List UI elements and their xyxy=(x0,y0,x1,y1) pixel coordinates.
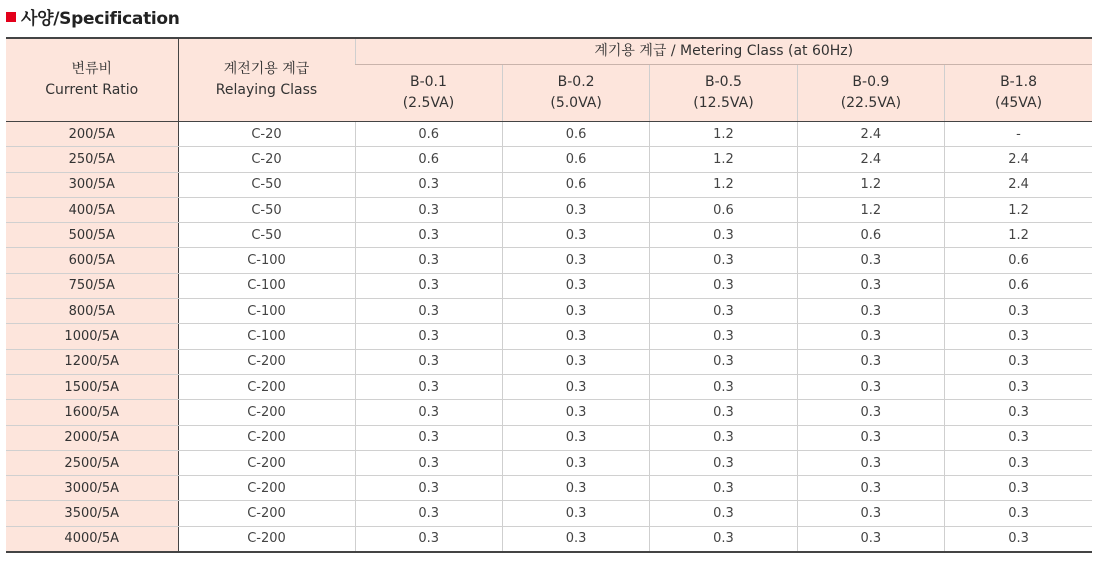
metering-value-cell: 0.3 xyxy=(945,526,1092,552)
current-ratio-cell: 300/5A xyxy=(6,172,178,197)
metering-value-cell: 0.6 xyxy=(945,273,1092,298)
metering-value-cell: 1.2 xyxy=(945,223,1092,248)
table-row xyxy=(6,122,1092,147)
relaying-class-cell: C-200 xyxy=(178,450,355,475)
metering-value-cell: 0.3 xyxy=(797,374,944,399)
metering-value-cell: 0.3 xyxy=(355,476,502,501)
metering-column-name: B-0.2 xyxy=(557,74,595,90)
metering-value-cell: 0.3 xyxy=(355,197,502,222)
metering-value-cell: 0.3 xyxy=(650,299,797,324)
metering-value-cell: 0.3 xyxy=(502,273,649,298)
metering-column-burden: (45VA) xyxy=(995,95,1043,111)
relaying-class-cell: C-50 xyxy=(178,223,355,248)
metering-value-cell: 0.3 xyxy=(650,425,797,450)
section-title xyxy=(6,4,180,28)
current-ratio-header xyxy=(6,38,178,122)
metering-value-cell: 2.4 xyxy=(797,147,944,172)
relaying-class-cell: C-20 xyxy=(178,122,355,147)
metering-value-cell: 0.3 xyxy=(945,299,1092,324)
current-ratio-cell: 250/5A xyxy=(6,147,178,172)
current-ratio-cell: 750/5A xyxy=(6,273,178,298)
metering-value-cell: 0.3 xyxy=(502,374,649,399)
table-header xyxy=(6,38,1092,122)
current-ratio-cell: 3500/5A xyxy=(6,501,178,526)
relaying-class-cell: C-100 xyxy=(178,324,355,349)
relaying-class-cell: C-100 xyxy=(178,248,355,273)
metering-value-cell: 0.3 xyxy=(797,324,944,349)
metering-value-cell: 1.2 xyxy=(650,172,797,197)
metering-value-cell: 1.2 xyxy=(797,172,944,197)
metering-value-cell: 0.3 xyxy=(797,450,944,475)
relaying-class-cell: C-200 xyxy=(178,374,355,399)
table-row xyxy=(6,324,1092,349)
table-row xyxy=(6,476,1092,501)
metering-value-cell: 0.3 xyxy=(650,324,797,349)
metering-value-cell: 0.3 xyxy=(650,223,797,248)
metering-column-header xyxy=(355,65,502,122)
table-row xyxy=(6,400,1092,425)
table-row xyxy=(6,501,1092,526)
metering-value-cell: 0.3 xyxy=(650,349,797,374)
metering-value-cell: 1.2 xyxy=(797,197,944,222)
metering-value-cell: 0.3 xyxy=(797,349,944,374)
metering-column-name: B-0.5 xyxy=(705,74,742,90)
current-ratio-cell: 200/5A xyxy=(6,122,178,147)
metering-column-name: B-1.8 xyxy=(1000,74,1037,90)
metering-column-name: B-0.9 xyxy=(852,74,890,90)
metering-value-cell: 0.3 xyxy=(502,501,649,526)
relaying-class-cell: C-100 xyxy=(178,273,355,298)
metering-value-cell: 0.3 xyxy=(502,197,649,222)
metering-column-burden: (2.5VA) xyxy=(402,95,455,111)
metering-value-cell: - xyxy=(945,122,1092,147)
metering-value-cell: 0.3 xyxy=(650,273,797,298)
metering-value-cell: 0.3 xyxy=(502,299,649,324)
current-ratio-cell: 2500/5A xyxy=(6,450,178,475)
metering-column-burden: (22.5VA) xyxy=(840,95,902,111)
metering-value-cell: 0.3 xyxy=(355,273,502,298)
metering-value-cell: 2.4 xyxy=(797,122,944,147)
metering-value-cell: 0.3 xyxy=(502,223,649,248)
metering-value-cell: 0.3 xyxy=(355,172,502,197)
metering-value-cell: 0.3 xyxy=(355,349,502,374)
metering-value-cell: 0.6 xyxy=(355,122,502,147)
metering-column-header xyxy=(502,65,649,122)
metering-value-cell: 0.3 xyxy=(355,501,502,526)
metering-value-cell: 0.3 xyxy=(355,400,502,425)
metering-value-cell: 0.3 xyxy=(650,501,797,526)
table-body xyxy=(6,122,1092,553)
relaying-class-cell: C-20 xyxy=(178,147,355,172)
metering-value-cell: 0.3 xyxy=(502,349,649,374)
metering-value-cell: 0.3 xyxy=(945,400,1092,425)
metering-value-cell: 0.3 xyxy=(650,526,797,552)
table-row xyxy=(6,425,1092,450)
relaying-class-cell: C-200 xyxy=(178,425,355,450)
metering-value-cell: 1.2 xyxy=(650,147,797,172)
current-ratio-cell: 1500/5A xyxy=(6,374,178,399)
metering-value-cell: 0.3 xyxy=(650,476,797,501)
metering-value-cell: 0.3 xyxy=(797,425,944,450)
metering-class-header: 계기용 계급 / Metering Class (at 60Hz) xyxy=(355,38,1092,65)
current-ratio-header-en: Current Ratio xyxy=(45,82,139,98)
square-bullet-icon xyxy=(6,12,16,22)
metering-value-cell: 0.3 xyxy=(502,476,649,501)
metering-column-header xyxy=(797,65,944,122)
metering-value-cell: 0.3 xyxy=(797,476,944,501)
metering-value-cell: 0.3 xyxy=(797,299,944,324)
metering-value-cell: 0.6 xyxy=(502,147,649,172)
metering-value-cell: 0.3 xyxy=(502,425,649,450)
metering-value-cell: 0.3 xyxy=(502,450,649,475)
metering-value-cell: 0.3 xyxy=(650,450,797,475)
relaying-class-cell: C-50 xyxy=(178,197,355,222)
relaying-class-header-ko: 계전기용 계급 xyxy=(223,61,310,77)
table-row xyxy=(6,197,1092,222)
metering-value-cell: 0.6 xyxy=(797,223,944,248)
metering-column-header xyxy=(650,65,797,122)
table-row xyxy=(6,248,1092,273)
section-title-text: 사양/Specification xyxy=(21,8,180,29)
metering-value-cell: 0.3 xyxy=(945,425,1092,450)
metering-column-burden: (5.0VA) xyxy=(550,95,602,111)
metering-value-cell: 0.6 xyxy=(502,172,649,197)
metering-value-cell: 0.3 xyxy=(945,476,1092,501)
metering-value-cell: 0.3 xyxy=(945,324,1092,349)
metering-value-cell: 0.3 xyxy=(355,526,502,552)
metering-value-cell: 0.3 xyxy=(502,400,649,425)
metering-value-cell: 0.3 xyxy=(797,248,944,273)
metering-value-cell: 0.3 xyxy=(355,223,502,248)
metering-value-cell: 0.3 xyxy=(797,501,944,526)
metering-value-cell: 0.3 xyxy=(945,501,1092,526)
metering-value-cell: 0.3 xyxy=(502,324,649,349)
metering-value-cell: 0.3 xyxy=(355,248,502,273)
table-row xyxy=(6,299,1092,324)
relaying-class-cell: C-100 xyxy=(178,299,355,324)
table-row xyxy=(6,450,1092,475)
current-ratio-cell: 600/5A xyxy=(6,248,178,273)
metering-value-cell: 0.3 xyxy=(502,526,649,552)
metering-value-cell: 0.3 xyxy=(650,374,797,399)
metering-value-cell: 0.3 xyxy=(797,273,944,298)
current-ratio-header-ko: 변류비 xyxy=(71,61,113,77)
relaying-class-cell: C-50 xyxy=(178,172,355,197)
table-row xyxy=(6,172,1092,197)
metering-value-cell: 0.6 xyxy=(355,147,502,172)
table-row xyxy=(6,374,1092,399)
metering-value-cell: 0.3 xyxy=(650,248,797,273)
metering-value-cell: 0.6 xyxy=(650,197,797,222)
table-row xyxy=(6,273,1092,298)
specification-table xyxy=(6,37,1092,553)
metering-value-cell: 1.2 xyxy=(650,122,797,147)
relaying-class-header xyxy=(178,38,355,122)
metering-value-cell: 0.3 xyxy=(945,374,1092,399)
relaying-class-cell: C-200 xyxy=(178,476,355,501)
metering-value-cell: 0.3 xyxy=(355,450,502,475)
table-row xyxy=(6,526,1092,552)
metering-column-header xyxy=(945,65,1092,122)
metering-value-cell: 2.4 xyxy=(945,147,1092,172)
metering-value-cell: 1.2 xyxy=(945,197,1092,222)
relaying-class-cell: C-200 xyxy=(178,400,355,425)
current-ratio-cell: 4000/5A xyxy=(6,526,178,552)
table-row xyxy=(6,223,1092,248)
current-ratio-cell: 800/5A xyxy=(6,299,178,324)
metering-value-cell: 0.3 xyxy=(355,425,502,450)
table-row xyxy=(6,349,1092,374)
current-ratio-cell: 500/5A xyxy=(6,223,178,248)
metering-value-cell: 0.6 xyxy=(502,122,649,147)
current-ratio-cell: 400/5A xyxy=(6,197,178,222)
relaying-class-cell: C-200 xyxy=(178,526,355,552)
relaying-class-cell: C-200 xyxy=(178,349,355,374)
current-ratio-cell: 2000/5A xyxy=(6,425,178,450)
relaying-class-header-en: Relaying Class xyxy=(215,82,318,98)
metering-value-cell: 0.3 xyxy=(355,299,502,324)
metering-value-cell: 0.3 xyxy=(797,400,944,425)
metering-value-cell: 2.4 xyxy=(945,172,1092,197)
metering-column-name: B-0.1 xyxy=(409,74,447,90)
metering-value-cell: 0.3 xyxy=(355,324,502,349)
metering-value-cell: 0.3 xyxy=(945,349,1092,374)
relaying-class-cell: C-200 xyxy=(178,501,355,526)
metering-value-cell: 0.3 xyxy=(650,400,797,425)
current-ratio-cell: 1000/5A xyxy=(6,324,178,349)
table-row xyxy=(6,147,1092,172)
metering-value-cell: 0.3 xyxy=(355,374,502,399)
metering-value-cell: 0.3 xyxy=(502,248,649,273)
metering-value-cell: 0.6 xyxy=(945,248,1092,273)
current-ratio-cell: 1600/5A xyxy=(6,400,178,425)
metering-value-cell: 0.3 xyxy=(945,450,1092,475)
metering-value-cell: 0.3 xyxy=(797,526,944,552)
current-ratio-cell: 3000/5A xyxy=(6,476,178,501)
metering-column-burden: (12.5VA) xyxy=(693,95,754,111)
current-ratio-cell: 1200/5A xyxy=(6,349,178,374)
